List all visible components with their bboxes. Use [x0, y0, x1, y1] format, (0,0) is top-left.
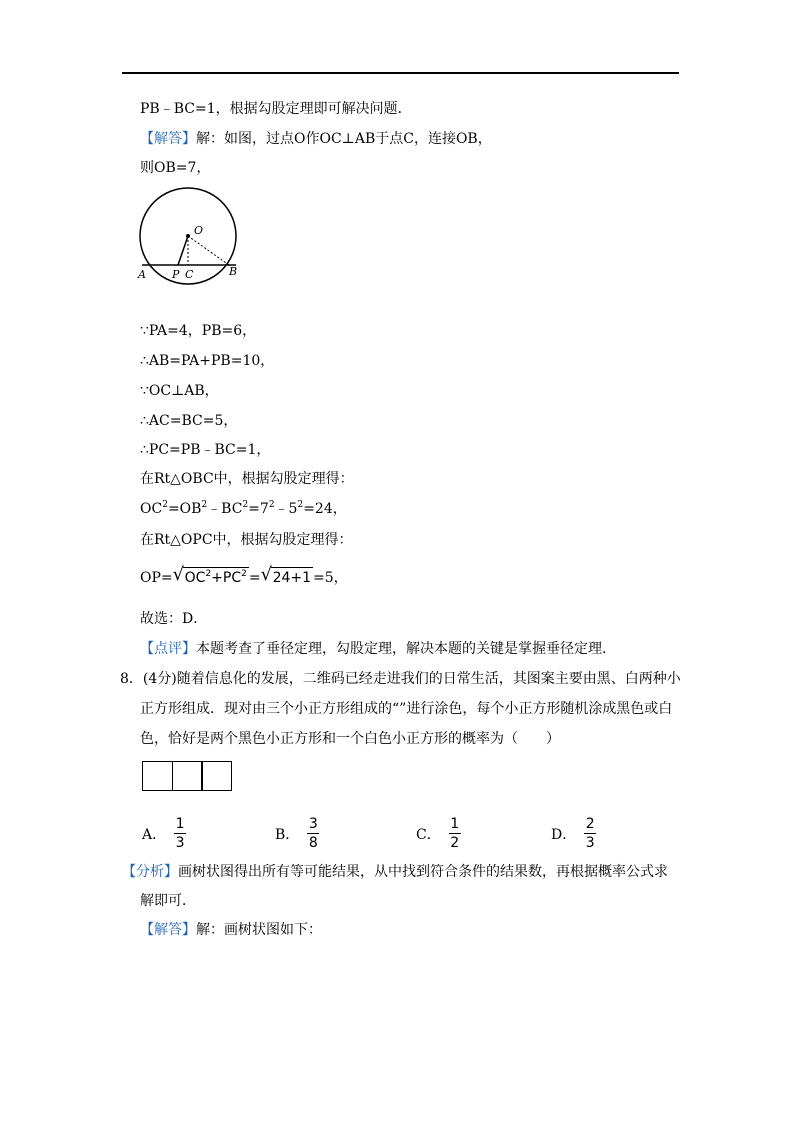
- step-3: ∵OC⊥AB，: [140, 383, 219, 399]
- fraction: $\frac{3}{8}$: [308, 816, 318, 851]
- question-8-line-3: 色，恰好是两个黑色小正方形和一个白色小正方形的概率为（ ）: [140, 731, 560, 747]
- step-2: ∴AB=PA+PB=10，: [140, 353, 275, 369]
- step-1: ∵PA=4，PB=6，: [140, 323, 257, 339]
- analysis-text: 画树状图得出所有等可能结果，从中找到符合条件的结果数，再根据概率公式求: [178, 864, 668, 880]
- header-rule: [122, 72, 679, 74]
- step-10: 故选：D．: [140, 611, 208, 627]
- option-a[interactable]: A． $\frac{1}{3}$: [142, 816, 185, 851]
- label-b: B: [229, 265, 238, 278]
- option-b[interactable]: B． $\frac{3}{8}$: [275, 816, 318, 851]
- three-squares-figure: [142, 761, 231, 791]
- answer-text: 解：如图，过点O作OC⊥AB于点C，连接OB，: [196, 131, 492, 147]
- question-8-line-1: 8．(4分)随着信息化的发展，二维码已经走进我们的日常生活，其图案主要由黑、白两种小: [120, 671, 681, 687]
- analysis-line: [122, 862, 668, 882]
- step-9: OP= √ $OC^2+PC^2$ = √ 24+1 =5，: [140, 564, 348, 586]
- center-dot: [186, 234, 190, 238]
- label-p: P: [172, 268, 180, 281]
- answer-tag: 【解答】: [140, 131, 196, 147]
- text-line-3: 则OB=7，: [140, 160, 211, 176]
- option-d[interactable]: D． $\frac{2}{3}$: [551, 816, 595, 851]
- answer-2-line: [140, 920, 322, 940]
- question-8-line-2: 正方形组成．现对由三个小正方形组成的“”进行涂色，每个小正方形随机涂成黑色或白: [140, 701, 673, 717]
- square: [201, 761, 232, 791]
- label-c: C: [185, 268, 194, 281]
- comment-text: 本题考查了垂径定理，勾股定理，解决本题的关键是掌握垂径定理．: [196, 641, 616, 657]
- circle-figure: [136, 186, 248, 290]
- answer-2-text: 解：画树状图如下：: [196, 922, 322, 938]
- segment-op: [178, 236, 188, 265]
- fraction: $\frac{2}{3}$: [585, 816, 595, 851]
- label-a: A: [138, 268, 146, 281]
- text-line-1: PB﹣BC=1，根据勾股定理即可解决问题．: [140, 101, 412, 117]
- segment-ob: [188, 236, 229, 265]
- analysis-line-2: 解即可．: [140, 893, 196, 909]
- square: [142, 761, 173, 791]
- comment-tag: 【点评】: [140, 641, 196, 657]
- analysis-tag: 【分析】: [122, 864, 178, 880]
- step-7: $OC^2=OB^2﹣BC^2=7^2﹣5^2=24$，: [140, 500, 347, 517]
- step-8: 在Rt△OPC中，根据勾股定理得：: [140, 532, 353, 548]
- answer-line: [140, 129, 492, 149]
- step-6: 在Rt△OBC中，根据勾股定理得：: [140, 471, 354, 487]
- step-4: ∴AC=BC=5，: [140, 413, 238, 429]
- radical-1: √ $OC^2+PC^2$: [172, 564, 247, 586]
- answer-2-tag: 【解答】: [140, 922, 196, 938]
- radical-2: √ 24+1: [260, 564, 312, 586]
- comment-line: [140, 639, 616, 659]
- option-c[interactable]: C． $\frac{1}{2}$: [416, 816, 460, 851]
- fraction: $\frac{1}{2}$: [450, 816, 460, 851]
- square: [172, 761, 203, 791]
- step-5: ∴PC=PB﹣BC=1，: [140, 442, 271, 458]
- fraction: $\frac{1}{3}$: [175, 816, 185, 851]
- label-o: O: [194, 224, 204, 237]
